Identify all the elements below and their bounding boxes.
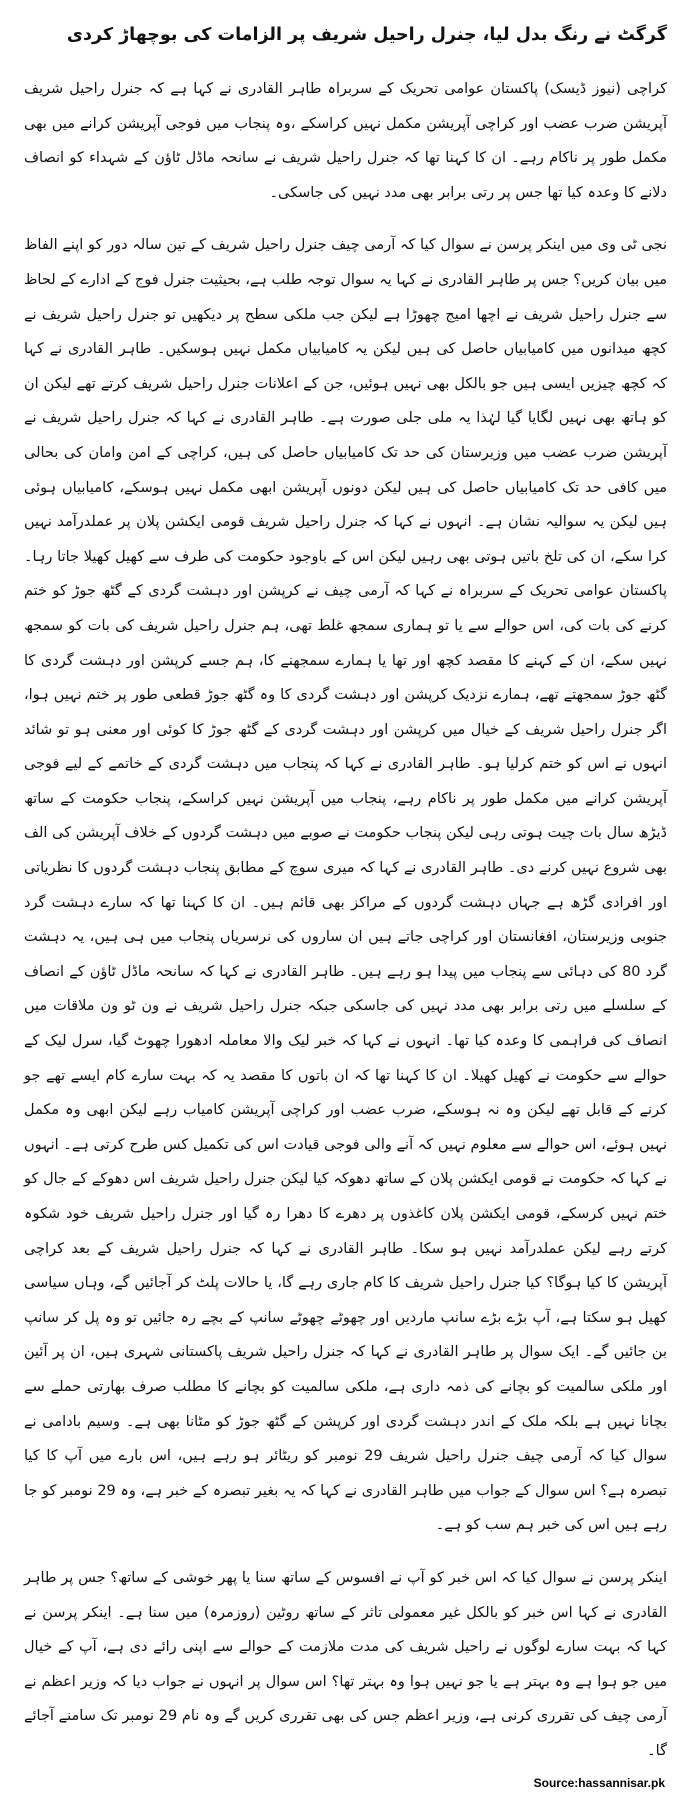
article-paragraph-2: نجی ٹی وی میں اینکر پرسن نے سوال کیا کہ آرمی چیف جنرل راحیل شریف کے تین سالہ دور کو اپنے الفاظ میں بیان کریں؟ جس پر طاہر القادری نے کہا یہ سوال توجہ طلب ہے، بحیثیت جنرل فوج کے ادارے کے لحاظ سے جنرل راحیل شریف نے اچھا امیج چھوڑا ہے لیکن جب ملکی سطح پر دیکھیں تو جنرل راحیل شریف نے کچھ میدانوں میں کامیابیاں حاصل کی ہیں لیکن یہ کامیابیاں مکمل نہیں ہوسکیں۔ طاہر القادری نے کہا کہ کچھ چیزیں ایسی ہیں جو بالکل بھی نہیں ہوئیں، جن کے اعلانات جنرل راحیل شریف کرتے تھے لیکن ان کو ہاتھ بھی نہیں لگایا گیا لہٰذا یہ ملی جلی صورت ہے۔ طاہر القادری نے کہا کہ جنرل راحیل شریف نے آپریشن ضرب عضب میں وزیرستان کی حد تک کامیابیاں حاصل کی ہیں، کراچی کے امن وامان کی بحالی میں کافی حد تک کامیابیاں حاصل کی ہیں لیکن دونوں آپریشن ابھی مکمل نہیں ہوسکے، کامیابیاں ہوئی ہیں لیکن یہ سوالیہ نشان ہے۔ انہوں نے کہا کہ جنرل راحیل شریف قومی ایکشن پلان پر عملدرآمد نہیں کرا سکے، ان کی تلخ باتیں ہوتی بھی رہیں لیکن اس کے باوجود حکومت کی طرف سے کھیل کھیلا جاتا رہا۔ پاکستان عوامی تحریک کے سربراہ نے کہا کہ آرمی چیف نے کرپشن اور دہشت گردی کے گٹھ جوڑ کو ختم کرنے کی بات کی، اس حوالے سے یا تو ہماری سمجھ غلط تھی، ہم جنرل راحیل شریف کی بات کو سمجھ نہیں سکے، ان کے کہنے کا مقصد کچھ اور تھا یا ہمارے سمجھنے کا، ہم جسے کرپشن اور دہشت گردی کا گٹھ جوڑ سمجھتے تھے، ہمارے نزدیک کرپشن اور دہشت گردی کا وہ گٹھ جوڑ قطعی طور پر ختم نہیں ہوا، اگر جنرل راحیل شریف کے خیال میں کرپشن اور دہشت گردی کے گٹھ جوڑ کا کوئی اور معنی ہو تو شائد انہوں نے اس کو ختم کرلیا ہو۔ طاہر القادری نے کہا کہ پنجاب میں دہشت گردی کے خاتمے کے لیے فوجی آپریشن کرانے میں مکمل طور پر ناکام رہے، پنجاب میں آپریشن نہیں کراسکے، پنجاب حکومت کے ساتھ ڈیڑھ سال بات چیت ہوتی رہی لیکن پنجاب حکومت نے صوبے میں دہشت گردوں کے خلاف آپریشن کی الف بھی شروع نہیں کرنے دی۔ طاہر القادری نے کہا کہ میری سوچ کے مطابق پنجاب دہشت گردوں کا نظریاتی اور افرادی گڑھ ہے جہاں دہشت گردوں کے مراکز بھی قائم ہیں۔ ان کا کہنا تھا کہ سارے دہشت گرد جنوبی وزیرستان، افغانستان اور کراچی جاتے ہیں ان ساروں کی نرسریاں پنجاب میں ہی ہیں، یہ دہشت گرد 80 کی دہائی سے پنجاب میں پیدا ہو رہے ہیں۔ طاہر القادری نے کہا کہ سانحہ ماڈل ٹاؤن کے انصاف کے سلسلے میں رتی برابر بھی مدد نہیں کی جاسکی جبکہ جنرل راحیل شریف نے ون ٹو ون ملاقات میں انصاف کی فراہمی کا وعدہ کیا تھا۔ انہوں نے کہا کہ خبر لیک والا معاملہ ادھورا چھوٹ گیا، سرل لیک کے حوالے سے حکومت نے کھیل کھیلا۔ ان کا کہنا تھا کہ ان باتوں کا مقصد یہ کہ بہت سارے کام ایسے تھے جو کرنے کے قابل تھے لیکن وہ نہ ہوسکے، ضرب عضب اور کراچی آپریشن کامیاب رہے لیکن ابھی وہ مکمل نہیں ہوئے، اس حوالے سے معلوم نہیں کہ آنے والی فوجی قیادت اس کی تکمیل کس طرح کرتی ہے۔ انہوں نے کہا کہ حکومت نے قومی ایکشن پلان کے ساتھ دھوکہ کیا لیکن جنرل راحیل شریف اس دھوکے کے جال کو ختم نہیں کرسکے، قومی ایکشن پلان کاغذوں پر دھرے کا دھرا رہ گیا اور جنرل راحیل شریف خود شکوہ کرتے رہے لیکن عملدرآمد نہیں ہو سکا۔ طاہر القادری نے کہا کہ جنرل راحیل شریف کے بعد کراچی آپریشن کا کیا ہوگا؟ کیا جنرل راحیل شریف کا کام جاری رہے گا، یا حالات پلٹ کر آجائیں گے، وہاں سیاسی کھیل ہو سکتا ہے، آپ بڑے بڑے سانپ ماردیں اور چھوٹے چھوٹے سانپ کے بچے رہ جائیں تو وہ پل کر سانپ بن جائیں گے۔ ایک سوال پر طاہر القادری نے کہا کہ جنرل راحیل شریف پاکستانی شہری ہیں، ان پر آئین اور ملکی سالمیت کو بچانے کی ذمہ داری ہے، ملکی سالمیت کو بچانے کا مطلب صرف بھارتی حملے سے بچانا نہیں ہے بلکہ ملک کے اندر دہشت گردی اور کرپشن کے گٹھ جوڑ کو مٹانا بھی ہے۔ وسیم بادامی نے سوال کیا کہ آرمی چیف جنرل راحیل شریف 29 نومبر کو ریٹائر ہو رہے ہیں، اس بارے میں آپ کا کیا تبصرہ ہے؟ اس سوال کے جواب میں طاہر القادری نے کہا کہ یہ بغیر تبصرہ کے خبر ہے، وہ 29 نومبر کو جا رہے ہیں اس کی خبر ہم سب کو ہے۔ <box>24 237 668 1534</box>
article-paragraph-3: اینکر پرسن نے سوال کیا کہ اس خبر کو آپ نے افسوس کے ساتھ سنا یا پھر خوشی کے ساتھ؟ جس پر طاہر القادری نے کہا اس خبر کو بالکل غیر معمولی تاثر کے ساتھ روٹین (روزمرہ) میں سنا ہے۔ اینکر پرسن نے کہا کہ بہت سارے لوگوں نے راحیل شریف کی مدت ملازمت کے حوالے سے اپنی رائے دی ہے، آپ کے خیال میں جو ہوا ہے وہ بہتر ہے یا جو نہیں ہوا وہ بہتر تھا؟ اس سوال پر انہوں نے جواب دیا کہ وزیر اعظم نے آرمی چیف کی تقرری کرنی ہے، وزیر اعظم جس کی بھی تقرری کریں گے وہ نام 29 نومبر تک سامنے آجائے گا۔ <box>24 1569 667 1759</box>
article-headline: گرگٹ نے رنگ بدل لیا، جنرل راحیل شریف پر الزامات کی بوچھاڑ کردی <box>66 25 667 45</box>
source-credit: Source:hassannisar.pk <box>533 1776 665 1790</box>
article-paragraph-1: کراچی (نیوز ڈیسک) پاکستان عوامی تحریک کے سربراہ طاہر القادری نے کہا ہے کہ جنرل راحیل شریف آپریشن ضرب عضب اور کراچی آپریشن مکمل نہیں کراسکے ،وہ پنجاب میں فوجی آپریشن کرانے میں بھی مکمل طور پر ناکام رہے۔ ان کا کہنا تھا کہ جنرل راحیل شریف نے سانحہ ماڈل ٹاؤن کے شہداء کو انصاف دلانے کا وعدہ کیا تھا جس پر رتی برابر بھی مدد نہیں کی جاسکی۔ <box>24 81 667 201</box>
